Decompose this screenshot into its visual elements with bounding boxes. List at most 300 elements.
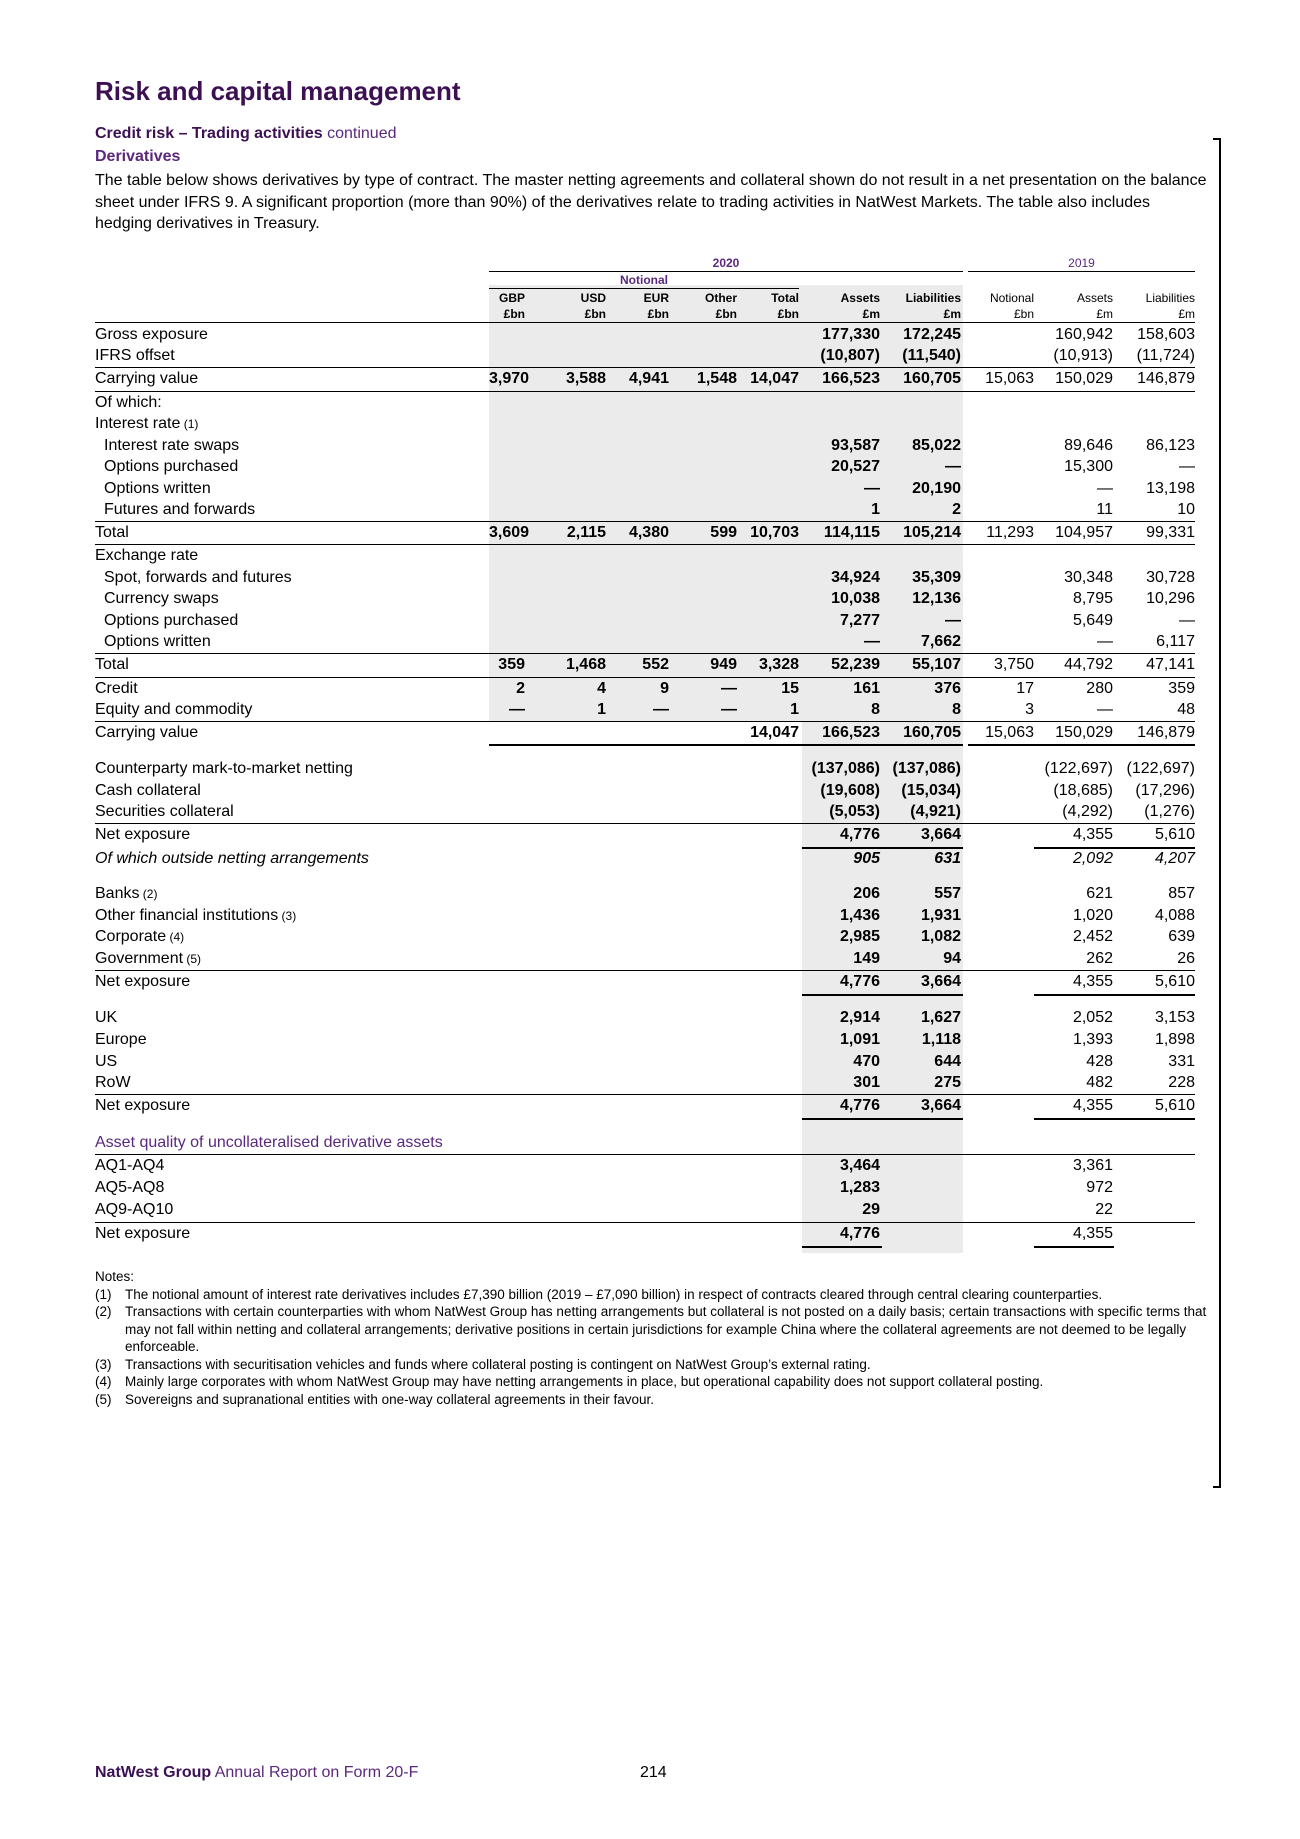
row-label [95,1200,173,1220]
rule-carrying-value-bottom [95,391,1195,392]
table-cell: — [864,633,880,650]
page-title: Risk and capital management [95,76,461,106]
column-header-unit: £m [1096,307,1113,321]
row-label-text: Exchange rate [95,547,199,564]
table-cell: — [1097,701,1113,718]
rule-net-exposure-2-bottom-2019 [1034,994,1195,996]
row-label-text: Futures and forwards [104,501,256,518]
table-cell: 3,153 [1154,1009,1195,1026]
rule-net-exposure-3-bottom [802,1118,963,1120]
table-cell: 2 [516,680,525,697]
table-cell: 105,214 [903,524,961,541]
table-cell: 2,115 [566,524,606,541]
row-label [95,949,201,969]
column-header-unit: £m [1178,307,1195,321]
table-cell: 470 [853,1053,880,1070]
rule-net-exposure-4 [95,1222,1195,1223]
row-label [95,1073,131,1093]
table-cell: 9 [660,680,669,697]
row-label-text: UK [95,1009,118,1026]
row-label-text: US [95,1053,118,1070]
table-cell: 8 [952,701,961,718]
column-header-unit: £bn [647,307,669,321]
table-cell: 5,610 [1154,1097,1195,1114]
table-cell: 3,664 [920,1097,961,1114]
footnote-ref: (3) [278,909,297,923]
table-cell: (11,724) [1136,347,1195,364]
row-label-text: Of which outside netting arrangements [95,850,369,867]
table-cell: 47,141 [1146,656,1195,673]
rule-net-exposure-3-bottom-2019 [1034,1118,1195,1120]
table-cell: 99,331 [1146,524,1195,541]
table-cell: 482 [1086,1074,1113,1091]
row-label [95,325,208,345]
note-number: (2) [95,1304,112,1319]
table-cell: 160,705 [903,370,961,387]
column-header [1113,290,1195,322]
table-cell: 166,523 [822,370,880,387]
table-cell: 301 [853,1074,880,1091]
table-cell: 166,523 [822,724,880,741]
table-cell: 3,609 [489,524,530,541]
row-label [95,972,190,992]
column-header [606,290,669,322]
row-label [95,679,138,699]
row-label [95,1224,190,1244]
table-cell: 1,627 [920,1009,961,1026]
table-cell: 631 [934,850,961,867]
table-cell: — [509,701,525,718]
table-cell: 8,795 [1072,590,1113,607]
note-number: (5) [95,1391,112,1407]
column-header-name: Liabilities [1145,291,1195,305]
row-label [95,849,369,869]
table-cell: (122,697) [1044,760,1113,777]
table-cell: 10,296 [1146,590,1195,607]
rule-net-exposure-2 [95,970,1195,971]
row-label-text: Net exposure [95,1097,191,1114]
column-header-unit: £bn [777,307,799,321]
row-label-text: Net exposure [95,1225,191,1242]
table-cell: 86,123 [1146,437,1195,454]
table-cell: 2,052 [1072,1009,1113,1026]
note-item [95,1303,1215,1356]
rule-header-bottom [95,322,1195,323]
table-cell: 4,355 [1072,973,1113,990]
section-heading-text: Credit risk – Trading activities [95,125,323,142]
table-cell: (11,540) [902,347,961,364]
table-cell: 3,588 [565,370,606,387]
note-number: (3) [95,1356,112,1372]
column-header-unit: £bn [584,307,606,321]
page-number: 214 [640,1764,667,1781]
table-cell: 14,047 [750,370,799,387]
table-cell: 14,047 [750,724,799,741]
row-label-text: Securities collateral [95,803,234,820]
row-label [95,802,234,822]
row-label-text: Of which: [95,394,162,411]
row-label-text: Corporate [95,928,167,945]
table-cell: 2,914 [839,1009,880,1026]
table-cell: 4,776 [839,1225,880,1242]
row-label [104,611,238,631]
table-cell: 905 [853,850,880,867]
table-cell: 161 [853,680,880,697]
row-label-text: Options written [104,480,211,497]
rule-total-ir [95,521,1195,522]
row-label-text: Net exposure [95,826,191,843]
table-cell: 34,924 [831,569,880,586]
row-label [95,700,252,720]
note-text: Transactions with certain counterparties with whom NatWest Group has netting arrangements but collateral is not posted on a daily basis; certain transactions with specific terms that may not fall within netting and collateral arrangements; derivative positions in certain jurisdictions for example China where the collateral agreements are not deemed to be legally enforceable. [125,1304,1207,1354]
row-label-text: Total [95,656,129,673]
table-cell: 1,436 [839,907,880,924]
table-cell: 12,136 [912,590,961,607]
table-cell: — [864,480,880,497]
table-cell: 262 [1086,950,1113,967]
table-cell: (15,034) [901,782,961,799]
row-label [95,393,162,413]
column-header-name: Assets [840,291,880,305]
row-label-text: Carrying value [95,724,199,741]
rule-total-fx [95,653,1195,654]
table-cell: 3,664 [920,973,961,990]
note-number: (1) [95,1286,112,1302]
table-cell: (17,296) [1135,782,1195,799]
table-cell: 1,091 [839,1031,880,1048]
row-label [95,759,353,779]
note-item [95,1356,1215,1374]
table-cell: 55,107 [912,656,961,673]
table-cell: (137,086) [892,760,961,777]
table-cell: 4,088 [1154,907,1195,924]
table-cell: 3,664 [920,826,961,843]
table-cell: 552 [642,656,669,673]
table-cell: 149 [853,950,880,967]
table-cell: 5,610 [1154,973,1195,990]
row-label-text: AQ1-AQ4 [95,1157,165,1174]
note-item [95,1391,1215,1409]
table-cell: 7,662 [920,633,961,650]
table-cell: 4,355 [1072,1225,1113,1242]
row-label-text: AQ9-AQ10 [95,1201,174,1218]
rule-notional [489,288,799,289]
table-cell: (4,292) [1062,803,1113,820]
rule-net-exposure-3 [95,1094,1195,1095]
row-label [95,523,129,543]
column-header-name: Assets [1076,291,1113,305]
table-cell: 1,393 [1072,1031,1113,1048]
footer-doc: Annual Report on Form 20-F [214,1764,419,1781]
row-label [95,1052,117,1072]
row-label-text: Asset quality of uncollateralised derivative assets [95,1134,443,1151]
table-cell: 4,776 [839,826,880,843]
table-cell: 8 [871,701,880,718]
row-label [95,723,198,743]
row-label-text: Options purchased [104,612,239,629]
table-cell: 359 [498,656,525,673]
footnote-ref: (5) [183,952,202,966]
notes-heading: Notes: [95,1269,135,1284]
table-cell: 7,277 [839,612,880,629]
table-cell: 15,063 [985,724,1034,741]
table-cell: 13,198 [1146,480,1195,497]
row-label-text: RoW [95,1074,131,1091]
table-cell: — [721,680,737,697]
rule-net-exposure-2-bottom [802,994,963,996]
rule-carrying-value-2 [95,721,1195,722]
table-cell: 2,985 [839,928,880,945]
row-label [104,632,211,652]
row-label-text: Interest rate [95,415,181,432]
table-cell: 89,646 [1064,437,1113,454]
rule-credit [95,677,1195,678]
table-cell: 1,468 [565,656,606,673]
table-cell: 4,355 [1072,1097,1113,1114]
column-header-unit: £bn [503,307,525,321]
table-cell: — [945,612,961,629]
table-cell: 30,728 [1146,569,1195,586]
rule-net-exposure-4-bottom-2019 [1034,1246,1114,1248]
table-cell: 30,348 [1064,569,1113,586]
table-cell: 621 [1086,885,1113,902]
note-item [95,1286,1215,1304]
table-cell: 4,207 [1154,850,1195,867]
table-cell: — [721,701,737,718]
table-cell: 1 [597,701,606,718]
row-label-text: AQ5-AQ8 [95,1179,165,1196]
year-2020-header: 2020 [712,256,740,270]
table-cell: 2,092 [1072,850,1113,867]
table-cell: 2,452 [1072,928,1113,945]
table-cell: 5,649 [1072,612,1113,629]
column-header-unit: £m [862,307,880,321]
row-label [95,1030,147,1050]
row-label [104,500,255,520]
table-cell: 35,309 [912,569,961,586]
intro-paragraph: The table below shows derivatives by type of contract. The master netting agreements and collateral shown do not result in a net presentation on the balance sheet under IFRS 9. A significant proportion (more than 90%) of the derivatives relate to trading activities in NatWest Markets. The table also includes hedging derivatives in Treasury. [95,172,1207,232]
table-cell: (10,807) [820,347,880,364]
column-header-name: Liabilities [905,291,961,305]
footnote-ref: (4) [166,930,185,944]
row-label-text: Cash collateral [95,782,201,799]
row-label [104,436,239,456]
table-cell: 20,527 [831,458,880,475]
table-cell: 44,792 [1064,656,1113,673]
table-cell: 146,879 [1137,370,1195,387]
table-cell: 48 [1177,701,1195,718]
table-cell: 172,245 [903,326,961,343]
table-cell: 331 [1168,1053,1195,1070]
row-label-text: Equity and commodity [95,701,253,718]
table-cell: 2 [952,501,961,518]
table-cell: 4 [597,680,606,697]
table-cell: — [1097,480,1113,497]
footnote-ref: (2) [139,887,158,901]
table-cell: 857 [1168,885,1195,902]
row-label [95,884,157,904]
table-cell: 639 [1168,928,1195,945]
table-cell: 29 [862,1201,880,1218]
table-cell: 93,587 [831,437,880,454]
table-cell: 1,020 [1072,907,1113,924]
notional-group-header: Notional [620,273,668,287]
row-label [95,1096,190,1116]
table-cell: — [1097,633,1113,650]
table-cell: 644 [934,1053,961,1070]
table-cell: 4,776 [839,1097,880,1114]
table-cell: 10,703 [750,524,799,541]
table-cell: 3,328 [758,656,799,673]
note-item [95,1373,1215,1391]
row-label-text: Interest rate swaps [104,437,240,454]
table-cell: 26 [1177,950,1195,967]
row-label-text: Options purchased [104,458,239,475]
table-cell: 1,548 [696,370,737,387]
table-cell: (4,921) [910,803,961,820]
table-cell: — [1179,612,1195,629]
rule-2020 [489,271,963,272]
row-label-text: IFRS offset [95,347,175,364]
table-cell: 11,293 [986,524,1034,541]
row-label-text: Government [95,950,184,967]
column-header [489,290,525,322]
row-label [104,457,238,477]
column-header [669,290,737,322]
row-label [95,825,190,845]
row-label-text: Options written [104,633,211,650]
table-cell: 3 [1025,701,1034,718]
row-label [95,906,296,926]
table-cell: 177,330 [822,326,880,343]
table-cell: 146,879 [1137,724,1195,741]
row-label [104,479,211,499]
rule-net-exposure-1 [95,823,1195,824]
column-header-unit: £bn [715,307,737,321]
row-label-text: Net exposure [95,973,191,990]
table-cell: 972 [1086,1179,1113,1196]
table-cell: 3,750 [993,656,1034,673]
table-cell: (19,608) [820,782,880,799]
table-cell: (122,697) [1126,760,1195,777]
rule-net-exposure-4-bottom [802,1246,882,1248]
table-cell: 85,022 [912,437,961,454]
notes [95,1268,1215,1408]
note-text: The notional amount of interest rate derivatives includes £7,390 billion (2019 – £7,090 billion) in respect of contracts cleared through central clearing counterparties. [125,1286,1103,1302]
table-cell: 160,705 [903,724,961,741]
row-label-text: Currency swaps [104,590,219,607]
row-label-text: Carrying value [95,370,199,387]
row-label [95,781,201,801]
footnote-ref: (1) [180,417,199,431]
table-cell: 150,029 [1055,370,1113,387]
table-cell: 1,118 [921,1031,961,1048]
row-label [95,1156,164,1176]
subheading: Derivatives [95,148,181,165]
table-cell: 104,957 [1055,524,1113,541]
row-label [95,1133,443,1153]
rule-carrying-value-2-bottom [489,744,963,746]
column-header [525,290,606,322]
column-header [880,290,961,322]
column-header-name: GBP [498,291,525,305]
row-label-text: Banks [95,885,140,902]
table-cell: 949 [710,656,737,673]
table-cell: 206 [853,885,880,902]
table-cell: — [1179,458,1195,475]
row-label [95,1178,164,1198]
column-header [737,290,799,322]
row-label-text: Europe [95,1031,147,1048]
row-label-text: Credit [95,680,138,697]
row-label-text: Counterparty mark-to-market netting [95,760,353,777]
table-cell: 1,082 [920,928,961,945]
table-cell: 376 [934,680,961,697]
table-cell: 4,380 [628,524,669,541]
table-cell: 4,355 [1072,826,1113,843]
table-cell: 3,464 [839,1157,880,1174]
table-cell: 428 [1086,1053,1113,1070]
table-cell: 228 [1168,1074,1195,1091]
table-cell: 10 [1177,501,1195,518]
table-cell: (10,913) [1053,347,1113,364]
table-cell: 160,942 [1055,326,1113,343]
column-header [961,290,1034,322]
table-cell: 1 [790,701,799,718]
row-label [95,1008,117,1028]
continued-label: continued [327,125,397,142]
table-cell: (18,685) [1053,782,1113,799]
column-header-name: USD [580,291,606,305]
table-cell: 11 [1096,501,1113,518]
column-header-name: Total [771,291,799,305]
table-cell: 3,361 [1072,1157,1113,1174]
table-cell: 1,931 [920,907,961,924]
table-cell: 15 [781,680,799,697]
row-label [95,655,129,675]
row-label-text: Other financial institutions [95,907,279,924]
table-cell: 4,776 [839,973,880,990]
footer-brand: NatWest Group [95,1764,212,1781]
row-label-text: Total [95,524,129,541]
table-cell: 4,941 [628,370,669,387]
table-cell: 599 [710,524,737,541]
row-label [95,546,198,566]
column-header [1034,290,1113,322]
table-cell: 15,063 [985,370,1034,387]
table-cell: — [653,701,669,718]
table-cell: (5,053) [829,803,880,820]
table-cell: 1,283 [839,1179,880,1196]
column-header-unit: £bn [1013,307,1034,321]
rule-asset-quality [95,1154,1195,1155]
table-cell: 1,898 [1154,1031,1195,1048]
table-cell: 5,610 [1154,826,1195,843]
table-cell: 359 [1168,680,1195,697]
row-label-text: Spot, forwards and futures [104,569,292,586]
table-cell: (1,276) [1144,803,1195,820]
table-cell: 275 [934,1074,961,1091]
row-label-text: Gross exposure [95,326,208,343]
row-label [95,346,175,366]
row-label [104,568,292,588]
rule-net-exposure-1-bottom [802,847,963,849]
table-cell: 6,117 [1156,633,1195,650]
row-label [95,414,198,434]
table-cell: 150,029 [1055,724,1113,741]
table-cell: — [945,458,961,475]
table-cell: 3,970 [489,370,530,387]
